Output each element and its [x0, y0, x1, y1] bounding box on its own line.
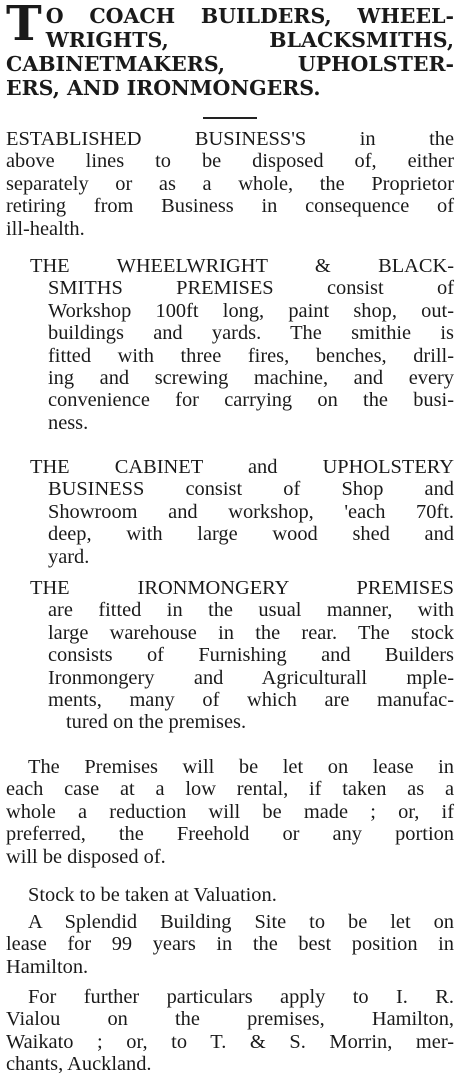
text-line: fitted with three fires, benches, drill-: [48, 344, 454, 367]
text-line: Vialou on the premises, Hamilton,: [6, 1008, 454, 1031]
text-line: ness.: [48, 411, 89, 434]
text-line: lease for 99 years in the best position in: [6, 933, 454, 956]
cabinet-section: [6, 456, 454, 568]
text-line: yard.: [48, 545, 90, 568]
divider-rule: [203, 117, 257, 119]
text-line: retiring from Business in consequence of: [6, 195, 454, 218]
text-line: chants, Auckland.: [6, 1053, 152, 1076]
text-line: buildings and yards. The smithie is: [48, 322, 454, 345]
text-line: ESTABLISHED BUSINESS'S in the: [6, 128, 454, 150]
text-line: Hamilton.: [6, 955, 89, 978]
text-line: separately or as a whole, the Proprietor: [6, 172, 454, 195]
wheelwright-section: [6, 255, 454, 434]
text-line: Stock to be taken at Valuation.: [28, 884, 277, 906]
site-paragraph: [6, 911, 454, 978]
text-line: Showroom and workshop, 'each 70ft.: [48, 500, 454, 523]
text-line: BUSINESS consist of Shop and: [48, 478, 454, 501]
section-heading: THE WHEELWRIGHT & BLACK-: [30, 255, 454, 277]
section-heading: THE IRONMONGERY PREMISES: [30, 577, 454, 599]
text-line: deep, with large wood shed and: [48, 523, 454, 546]
text-line: Workshop 100ft long, paint shop, out-: [48, 299, 454, 322]
text-line: whole a reduction will be made ; or, if: [6, 800, 454, 823]
text-line: Waikato ; or, to T. & S. Morrin, mer-: [6, 1030, 454, 1053]
text-line: convenience for carrying on the busi-: [48, 389, 454, 412]
lease-paragraph: [6, 756, 454, 868]
text-line: tured on the premises.: [66, 711, 247, 734]
text-line: will be disposed of.: [6, 845, 166, 868]
text-line: For further particulars apply to I. R.: [28, 986, 454, 1008]
section-heading: THE CABINET and UPHOLSTERY: [30, 456, 454, 478]
text-line: ments, many of which are manufac-: [48, 689, 454, 712]
heading-line: O COACH BUILDERS, WHEEL-: [45, 4, 454, 28]
advert-heading: [6, 0, 454, 100]
text-line: are fitted in the usual manner, with: [48, 599, 454, 622]
heading-line: ERS, AND IRONMONGERS.: [6, 76, 321, 100]
text-line: large warehouse in the rear. The stock: [48, 621, 454, 644]
ironmongery-section: [6, 577, 454, 734]
text-line: ing and screwing machine, and every: [48, 367, 454, 390]
text-line: each case at a low rental, if taken as a: [6, 778, 454, 801]
intro-paragraph: [6, 128, 454, 240]
text-line: Ironmongery and Agriculturall mple-: [48, 666, 454, 689]
text-line: above lines to be disposed of, either: [6, 150, 454, 173]
drop-cap-initial: T: [6, 0, 42, 52]
text-line: consists of Furnishing and Builders: [48, 644, 454, 667]
text-line: ill-health.: [6, 217, 85, 240]
stock-paragraph: [6, 884, 454, 906]
heading-line: WRIGHTS, BLACKSMITHS,: [45, 28, 454, 52]
apply-paragraph: [6, 986, 454, 1076]
text-line: A Splendid Building Site to be let on: [28, 911, 454, 933]
heading-line: CABINETMAKERS, UPHOLSTER-: [6, 52, 454, 76]
text-line: preferred, the Freehold or any portion: [6, 823, 454, 846]
text-line: SMITHS PREMISES consist of: [48, 277, 454, 300]
text-line: The Premises will be let on lease in: [28, 756, 454, 778]
